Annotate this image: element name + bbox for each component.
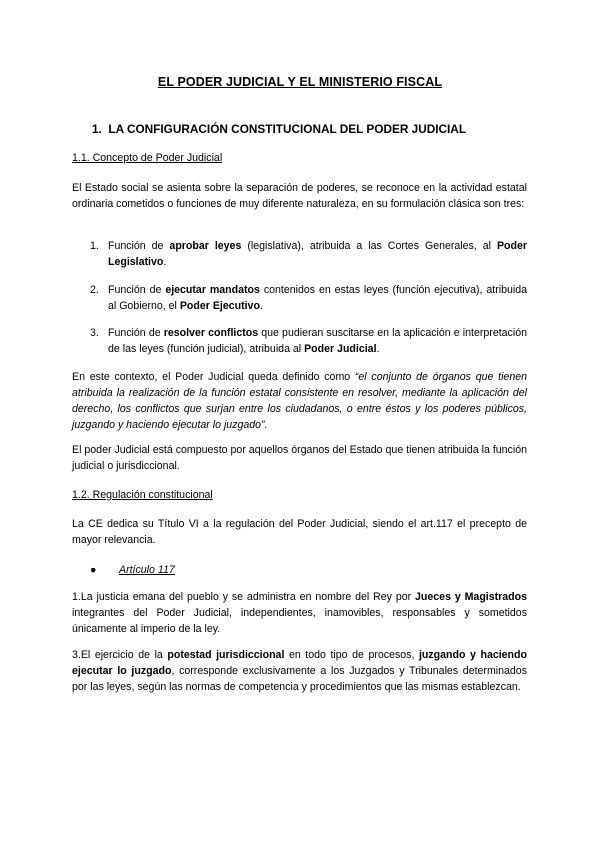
- list-number: 1.: [90, 240, 99, 252]
- article-117-1-paragraph: 1.La justicia emana del pueblo y se administra en nombre del Rey por Jueces y Magistrados integrantes del Poder Judicial, independientes, inamovibles, responsables y sometidos únicamente al imperio de la ley.: [72, 591, 527, 635]
- list-text: Función de resolver conflictos que pudieran suscitarse en la aplicación e interpretación de las leyes (función judicial), atribuida al Poder Judicial.: [108, 327, 527, 355]
- list-number: 2.: [90, 284, 99, 296]
- list-number: 3.: [90, 327, 99, 339]
- function-item-2: [90, 282, 527, 314]
- section-heading: [92, 121, 466, 137]
- composition-paragraph: El poder Judicial está compuesto por aquellos órganos del Estado que tienen atribuida la función judicial o jurisdiccional.: [72, 444, 527, 472]
- function-item-3: [90, 325, 527, 357]
- article-117-3-paragraph: 3.El ejercicio de la potestad jurisdiccional en todo tipo de procesos, juzgando y haciendo ejecutar lo juzgado, corresponde exclusivamente a los Juzgados y Tribunales determinados por las leyes, según las normas de competencia y procedimientos que las mismas establezcan.: [72, 649, 527, 693]
- subsection-heading-concepto: 1.1. Concepto de Poder Judicial: [72, 152, 223, 164]
- definition-paragraph: En este contexto, el Poder Judicial queda definido como “el conjunto de órganos que tienen atribuida la realización de la función estatal consistente en resolver, mediante la aplicación del derecho, los conflictos que surjan entre los ciudadanos, o entre éstos y los poderes públicos, juzgando y haciendo ejecutar lo juzgado”.: [72, 371, 527, 431]
- intro-paragraph: El Estado social se asienta sobre la separación de poderes, se reconoce en la actividad estatal ordinaria cometidos o funciones de muy diferente naturaleza, en su formulación clásica son tres:: [72, 182, 527, 210]
- ce-paragraph: La CE dedica su Título VI a la regulación del Poder Judicial, siendo el art.117 el precepto de mayor relevancia.: [72, 518, 527, 546]
- bullet-label: Artículo 117: [119, 564, 175, 576]
- definition-quote: “el conjunto de órganos que tienen atribuida la realización de la función estatal consistente en resolver, mediante la aplicación del derecho, los conflictos que surjan entre los ciudadanos, o entre éstos y los poderes públicos, juzgando y haciendo ejecutar lo juzgado”.: [72, 371, 527, 431]
- bullet-dot-icon: ●: [90, 564, 97, 576]
- list-text: Función de aprobar leyes (legislativa), atribuida a las Cortes Generales, al Poder Legislativo.: [108, 240, 528, 268]
- document-title: EL PODER JUDICIAL Y EL MINISTERIO FISCAL: [157, 75, 443, 89]
- function-item-1: [90, 238, 527, 270]
- list-text: Función de ejecutar mandatos contenidos en estas leyes (función ejecutiva), atribuida al Gobierno, el Poder Ejecutivo.: [108, 284, 527, 312]
- section-number: 1.: [92, 122, 102, 136]
- subsection-heading-regulacion: 1.2. Regulación constitucional: [72, 489, 213, 501]
- section-title: LA CONFIGURACIÓN CONSTITUCIONAL DEL PODER JUDICIAL: [108, 122, 467, 136]
